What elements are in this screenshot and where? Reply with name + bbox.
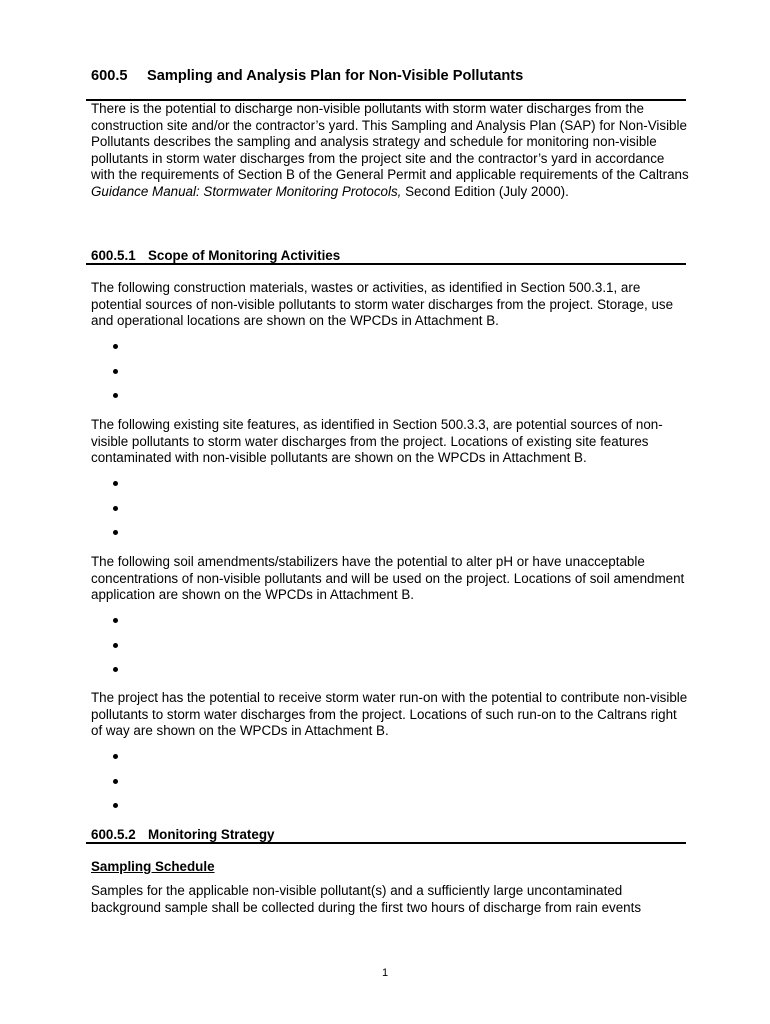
bullet-icon [113, 643, 118, 648]
bullet-icon [113, 369, 118, 374]
scope-paragraph-materials: The following construction materials, wastes or activities, as identified in Section 500.3.1, are potential sources of non-visible pollutants to storm water discharges from the project. Storage, use and operational locations are shown on the WPCDs in Attachment B. [91, 280, 674, 329]
strategy-number: 600.5.2 [91, 827, 136, 842]
section-number: 600.5 [91, 68, 128, 84]
section-heading [91, 67, 691, 85]
sampling-schedule-paragraph: Samples for the applicable non-visible pollutant(s) and a sufficiently large uncontaminated background sample shall be collected during the first two hours of discharge from rain events [91, 883, 642, 915]
scope-number: 600.5.1 [91, 248, 136, 263]
intro-paragraph [91, 101, 691, 201]
bullet-icon [113, 344, 118, 349]
strategy-heading [91, 827, 691, 843]
section-title: Sampling and Analysis Plan for Non-Visible Pollutants [147, 68, 524, 84]
bullet-icon [113, 618, 118, 623]
bullet-icon [113, 667, 118, 672]
bullet-icon [113, 754, 118, 759]
scope-paragraph-soil-amendments: The following soil amendments/stabilizers have the potential to alter pH or have unacceptable concentrations of non-visible pollutants and will be used on the project. Locations of soil amendment application are shown on the WPCDs in Attachment B. [91, 554, 685, 603]
sampling-schedule-subheading: Sampling Schedule [91, 859, 215, 874]
scope-title: Scope of Monitoring Activities [148, 248, 341, 263]
scope-paragraph-run-on: The project has the potential to receive storm water run-on with the potential to contribute non-visible pollutants to storm water discharges from the project. Locations of such run-on to the Caltrans right of way are shown on the WPCDs in Attachment B. [91, 690, 688, 739]
intro-text-end: Second Edition (July 2000). [401, 183, 569, 199]
bullet-icon [113, 506, 118, 511]
scope-divider [86, 263, 686, 265]
bullet-icon [113, 779, 118, 784]
intro-italic-title: Guidance Manual: Stormwater Monitoring Protocols, [91, 183, 402, 199]
bullet-icon [113, 530, 118, 535]
scope-heading [91, 248, 691, 264]
intro-text: There is the potential to discharge non-visible pollutants with storm water discharges from the construction site and/or the contractor’s yard. This Sampling and Analysis Plan (SAP) for Non-Visible Pollutants describes the sampling and analysis strategy and schedule for monitoring non-visible pollutants in storm water discharges from the project site and the contractor’s yard in accordance with the requirements of Section B of the General Permit and applicable requirements of the Caltrans [91, 101, 689, 183]
page-number: 1 [381, 967, 389, 979]
scope-paragraph-site-features: The following existing site features, as identified in Section 500.3.3, are potential sources of non-visible pollutants to storm water discharges from the project. Locations of existing site features contaminated with non-visible pollutants are shown on the WPCDs in Attachment B. [91, 417, 663, 466]
bullet-icon [113, 803, 118, 808]
strategy-divider [86, 842, 686, 844]
strategy-title: Monitoring Strategy [148, 827, 275, 842]
bullet-icon [113, 481, 118, 486]
bullet-icon [113, 393, 118, 398]
